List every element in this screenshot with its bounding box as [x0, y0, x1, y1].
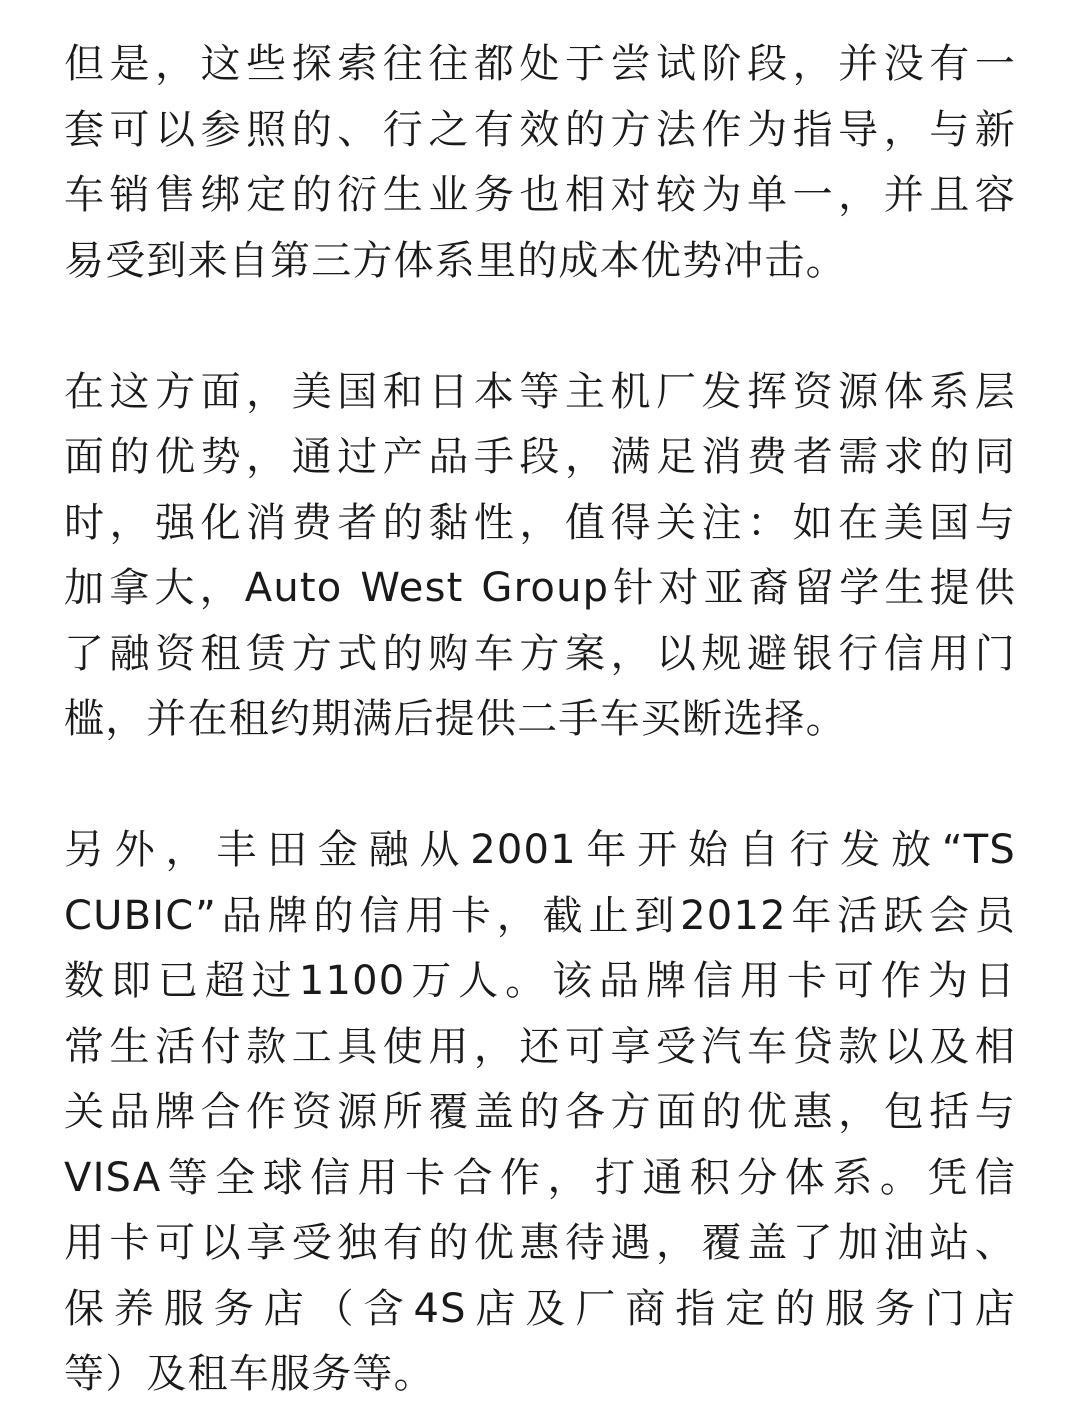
paragraph-toyota-finance [64, 818, 1016, 1408]
paragraph-exploration-limits [64, 32, 1016, 294]
text-line: 在这方面，美国和日本等主机厂发挥资源体系层 [64, 368, 1016, 415]
text-line: 保养服务店（含4S店及厂商指定的服务门店 [64, 1285, 1016, 1332]
text-line: 常生活付款工具使用，还可享受汽车贷款以及相 [64, 1023, 1016, 1070]
text-line: 套可以参照的、行之有效的方法作为指导，与新 [64, 106, 1016, 153]
text-line: 等）及租车服务等。 [64, 1351, 435, 1397]
text-line: 关品牌合作资源所覆盖的各方面的优惠，包括与 [64, 1089, 1016, 1135]
text-line: CUBIC”品牌的信用卡，截止到2012年活跃会员 [64, 892, 1016, 939]
text-line: 槛，并在租约期满后提供二手车买断选择。 [64, 696, 847, 742]
text-line: 数即已超过1100万人。该品牌信用卡可作为日 [64, 958, 1016, 1004]
text-line: 车销售绑定的衍生业务也相对较为单一，并且容 [64, 172, 1016, 218]
text-line: VISA等全球信用卡合作，打通积分体系。凭信 [64, 1154, 1016, 1201]
text-line: 但是，这些探索往往都处于尝试阶段，并没有一 [64, 41, 1016, 87]
text-line: 时，强化消费者的黏性，值得关注：如在美国与 [64, 499, 1016, 546]
text-line: 面的优势，通过产品手段，满足消费者需求的同 [64, 434, 1016, 480]
text-line: 另外，丰田金融从2001年开始自行发放“TS [64, 827, 1016, 873]
text-line: 易受到来自第三方体系里的成本优势冲击。 [64, 237, 847, 284]
text-line: 加拿大，Auto West Group针对亚裔留学生提供 [64, 565, 1016, 611]
text-line: 用卡可以享受独有的优惠待遇，覆盖了加油站、 [64, 1220, 1016, 1266]
text-line: 了融资租赁方式的购车方案，以规避银行信用门 [64, 630, 1016, 677]
article-body [64, 32, 1016, 1408]
paragraph-us-japan-oem [64, 360, 1016, 753]
